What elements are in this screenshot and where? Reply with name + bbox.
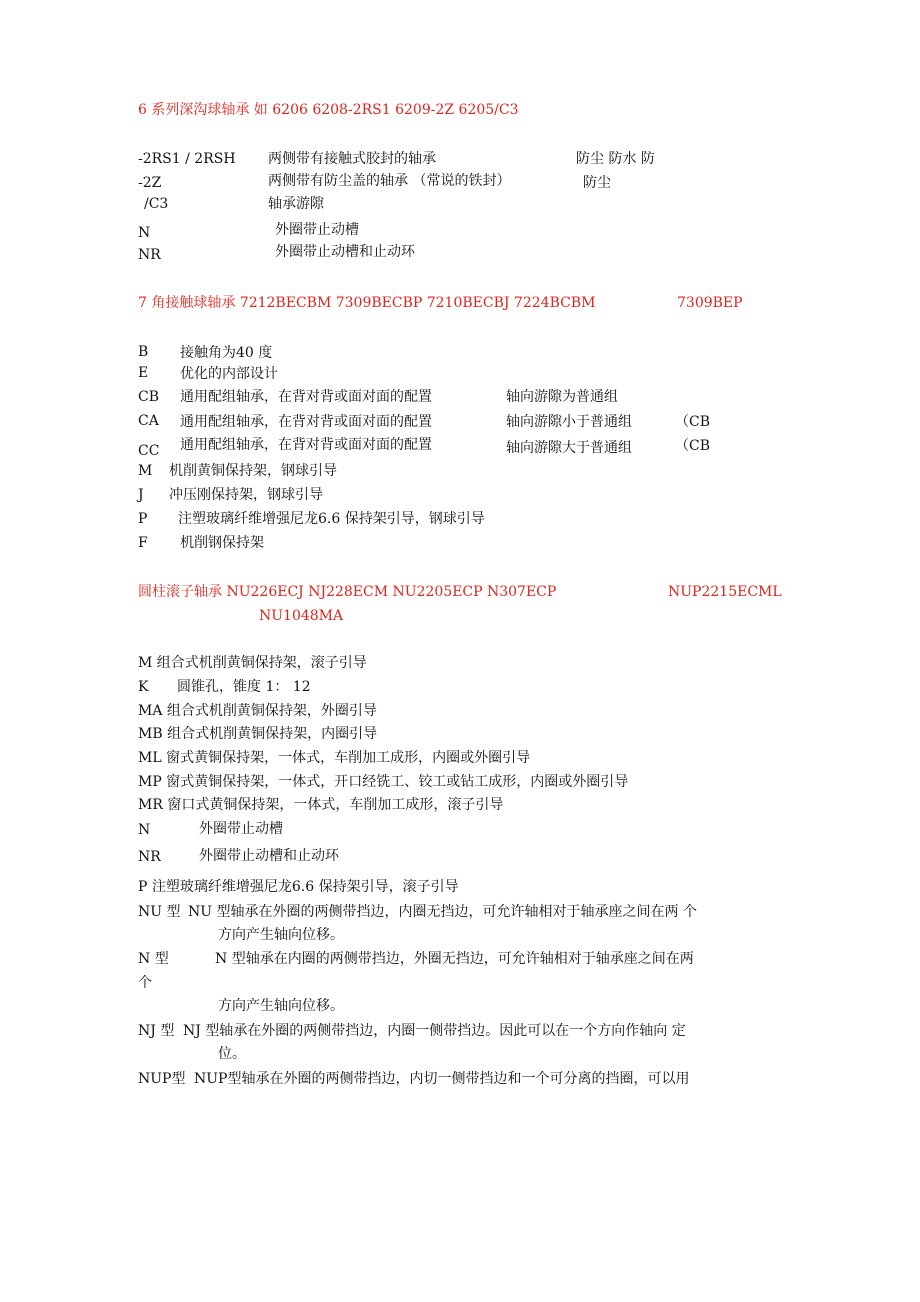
desc-j: 冲压刚保持架，钢球引导 xyxy=(169,487,323,503)
type-n-wrap: 个 xyxy=(138,975,152,991)
desc-c3: 轴承游隙 xyxy=(268,196,324,212)
code-cb: CB xyxy=(138,389,159,405)
section2-heading-extra: 7309BEP xyxy=(677,295,743,311)
code-nr: NR xyxy=(138,247,161,263)
type-nj-desc2: 位。 xyxy=(218,1046,246,1062)
type-nup-desc: NUP型轴承在外圈的两侧带挡边，内切一侧带挡边和一个可分离的挡圈，可以用 xyxy=(194,1071,690,1087)
desc-2rs1: 两侧带有接触式胶封的轴承 xyxy=(268,151,436,167)
type-n-desc2: 方向产生轴向位移。 xyxy=(218,998,344,1014)
extra-ca: （CB xyxy=(675,414,710,430)
desc-nr-ring: 外圈带止动槽和止动环 xyxy=(199,848,339,864)
section3-heading: 圆柱滚子轴承 NU226ECJ NJ228ECM NU2205ECP N307ECP xyxy=(138,584,557,600)
line-ml: ML 窗式黄铜保持架，一体式，车削加工成形，内圈或外圈引导 xyxy=(138,750,531,766)
type-n-code: N 型 xyxy=(138,951,169,967)
desc-cc: 通用配组轴承，在背对背或面对面的配置 xyxy=(180,437,432,453)
section3-heading-line2: NU1048MA xyxy=(259,608,344,624)
note-cc: 轴向游隙大于普通组 xyxy=(506,440,632,456)
section3-heading-extra: NUP2215ECML xyxy=(668,584,782,600)
code-c3: /C3 xyxy=(144,196,169,212)
type-nu-desc2: 方向产生轴向位移。 xyxy=(218,927,344,943)
desc-f: 机削钢保持架 xyxy=(180,535,264,551)
line-mb: MB 组合式机削黄铜保持架，内圈引导 xyxy=(138,726,378,742)
desc-nr: 外圈带止动槽和止动环 xyxy=(275,244,415,260)
note-2rs1: 防尘 防水 防 xyxy=(576,151,655,167)
code-cc: CC xyxy=(138,443,160,459)
line-ma: MA 组合式机削黄铜保持架，外圈引导 xyxy=(138,703,377,719)
desc-n: 外圈带止动槽 xyxy=(275,222,359,238)
code-e: E xyxy=(138,365,149,381)
note-cb: 轴向游隙为普通组 xyxy=(506,389,618,405)
code-f: F xyxy=(138,535,148,551)
line-mr: MR 窗口式黄铜保持架，一体式，车削加工成形，滚子引导 xyxy=(138,797,504,813)
type-n-desc: N 型轴承在内圈的两侧带挡边，外圈无挡边，可允许轴相对于轴承座之间在两 xyxy=(215,951,694,967)
extra-cc: （CB xyxy=(675,438,710,454)
desc-b: 接触角为40 度 xyxy=(180,345,273,361)
code-2rs1: -2RS1 / 2RSH xyxy=(138,151,236,167)
desc-e: 优化的内部设计 xyxy=(180,366,278,382)
type-nup-code: NUP型 xyxy=(138,1071,186,1087)
code-m: M xyxy=(138,463,153,479)
desc-n-ring: 外圈带止动槽 xyxy=(199,821,283,837)
type-nj-code: NJ 型 xyxy=(138,1023,175,1039)
code-p: P xyxy=(138,511,148,527)
code-k: K xyxy=(138,679,149,695)
line-mp: MP 窗式黄铜保持架，一体式，开口经铣工、铰工或钻工成形，内圈或外圈引导 xyxy=(138,774,629,790)
desc-m: 机削黄铜保持架，钢球引导 xyxy=(169,463,337,479)
type-nu-code: NU 型 xyxy=(138,904,181,920)
code-n: N xyxy=(138,225,151,241)
type-nu-desc: NU 型轴承在外圈的两侧带挡边，内圈无挡边，可允许轴相对于轴承座之间在两 个 xyxy=(188,904,697,920)
line-m: M 组合式机削黄铜保持架，滚子引导 xyxy=(138,655,367,671)
code-2z: -2Z xyxy=(138,175,162,191)
note-ca: 轴向游隙小于普通组 xyxy=(506,414,632,430)
desc-cb: 通用配组轴承，在背对背或面对面的配置 xyxy=(180,389,432,405)
code-b: B xyxy=(138,344,149,360)
section1-heading: 6 系列深沟球轴承 如 6206 6208-2RS1 6209-2Z 6205/C3 xyxy=(138,102,519,118)
desc-2z: 两侧带有防尘盖的轴承 （常说的铁封） xyxy=(268,173,511,189)
code-ca: CA xyxy=(138,413,159,429)
desc-k: 圆锥孔，锥度 1： 12 xyxy=(177,679,311,695)
desc-p: 注塑玻璃纤维增强尼龙6.6 保持架引导，钢球引导 xyxy=(178,511,485,527)
desc-ca: 通用配组轴承，在背对背或面对面的配置 xyxy=(180,414,432,430)
type-nj-desc: NJ 型轴承在外圈的两侧带挡边，内圈一侧带挡边。因此可以在一个方向作轴向 定 xyxy=(183,1023,686,1039)
line-p-roller: P 注塑玻璃纤维增强尼龙6.6 保持架引导，滚子引导 xyxy=(138,879,459,895)
code-n-ring: N xyxy=(138,822,151,838)
note-2z: 防尘 xyxy=(583,175,611,191)
code-j: J xyxy=(138,487,144,503)
section2-heading: 7 角接触球轴承 7212BECBM 7309BECBP 7210BECBJ 7224BCBM xyxy=(138,295,596,311)
code-nr-ring: NR xyxy=(138,849,161,865)
